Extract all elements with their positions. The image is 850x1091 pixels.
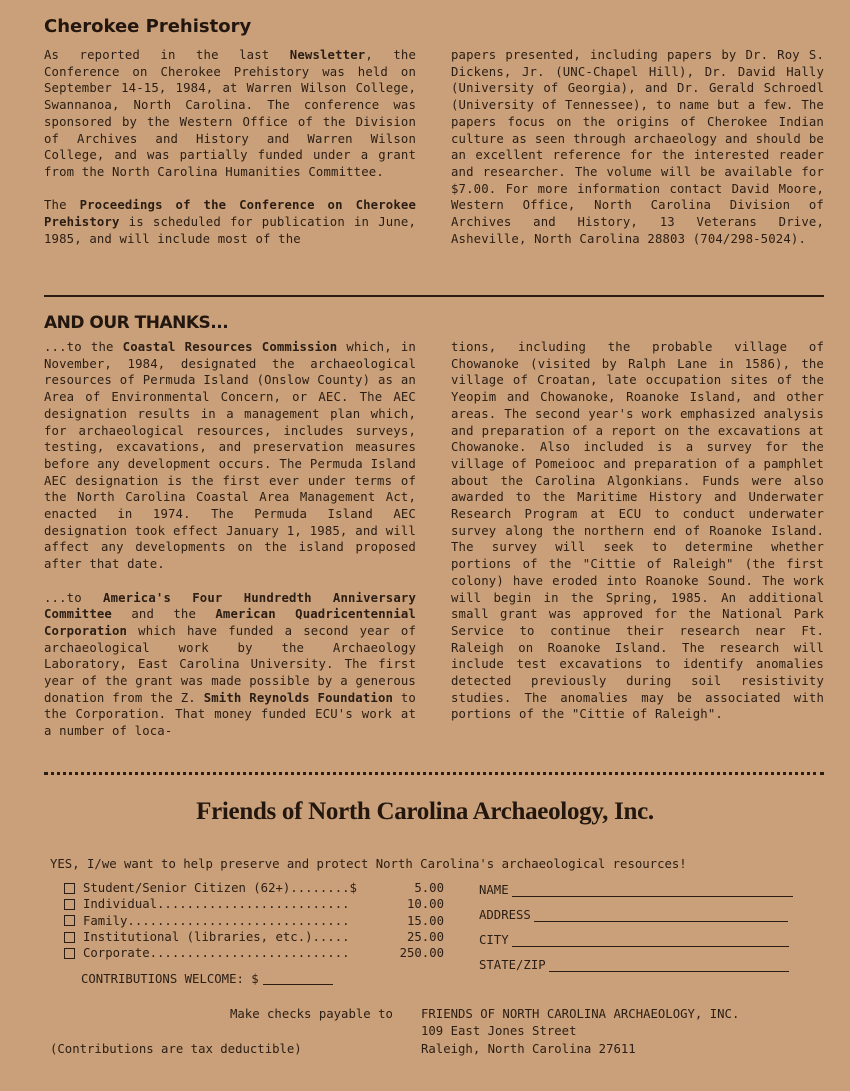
text-run: to the Corporation. That money funded ECU's work at a number of loca- bbox=[44, 690, 416, 739]
option-student[interactable] bbox=[64, 880, 444, 896]
option-amount: 250.00 bbox=[399, 946, 444, 961]
section-divider bbox=[44, 295, 824, 297]
option-label: Individual.......................... bbox=[83, 897, 350, 912]
option-institutional[interactable] bbox=[64, 929, 444, 945]
checkbox[interactable] bbox=[64, 932, 75, 943]
option-family[interactable] bbox=[64, 913, 444, 929]
thanks-paragraph-3: tions, including the probable village of Chowanoke (visited by Ralph Lane in 1586), the village of Croatan, late occupation sites of the Yeopim and Chowanoke, Roanoke Island, and other areas. The second year's work emphasized analysis and preparation of a report on the excavations at Chowanoke. Also included is a survey for the village of Pomeiooc and preparation of a pamphlet about the Carolina Algonkians. Funds were also awarded to the Maritime History and Underwater Research Program at ECU to conduct underwater survey along the northern end of Roanoke Island. The survey will seek to determine whether portions of the "Cittie of Raleigh" (the first colony) have eroded into Roanoke Sound. The work will begin in the Spring, 1985. An additional small grant was approved for the National Park Service to continue their research near Ft. Raleigh on Roanoke Island. The research will include test excavations to identify anomalies detected previously during soil resistivity studies. The anomalies may be associated with portions of the "Cittie of Raleigh". bbox=[451, 340, 824, 722]
cherokee-right-column bbox=[451, 47, 824, 247]
text-run: As reported in the last bbox=[44, 48, 290, 62]
option-amount: 5.00 bbox=[414, 881, 444, 896]
friends-title: Friends of North Carolina Archaeology, Inc. bbox=[196, 798, 654, 825]
cherokee-paragraph-2 bbox=[44, 197, 416, 247]
payable-label: Make checks payable to bbox=[230, 1007, 393, 1021]
text-run: The bbox=[44, 198, 80, 213]
text-run: which have funded a second year of archaeological work by the Archaeology Laboratory, East Carolina University. The first year of the grant was made possible by a generous donation from the Z. bbox=[44, 623, 416, 705]
thanks-paragraph-1 bbox=[44, 339, 416, 573]
commission-emphasis: Coastal Resources Commission bbox=[122, 340, 338, 354]
text-run: ...to the bbox=[44, 340, 123, 354]
foundation-emphasis: Smith Reynolds Foundation bbox=[203, 690, 394, 705]
contributions-blank[interactable] bbox=[263, 984, 333, 985]
name-field[interactable] bbox=[479, 883, 793, 897]
thanks-title: AND OUR THANKS... bbox=[44, 313, 229, 333]
option-amount: 15.00 bbox=[406, 913, 444, 928]
thanks-right-column bbox=[451, 339, 824, 723]
payable-name: FRIENDS OF NORTH CAROLINA ARCHAEOLOGY, INC. bbox=[421, 1007, 740, 1021]
option-label: Institutional (libraries, etc.)..... bbox=[83, 930, 350, 945]
membership-options bbox=[64, 880, 444, 961]
field-label: STATE/ZIP bbox=[479, 958, 546, 972]
membership-intro: YES, I/we want to help preserve and protect North Carolina's archaeological resources! bbox=[50, 857, 687, 871]
address-field[interactable] bbox=[479, 908, 788, 922]
field-label: ADDRESS bbox=[479, 908, 531, 922]
thanks-left-column bbox=[44, 339, 416, 740]
option-label: Student/Senior Citizen (62+)........$ bbox=[83, 881, 357, 896]
proceedings-emphasis: Proceedings of the Conference on Cherokee Prehistory bbox=[44, 198, 416, 230]
tax-note: (Contributions are tax deductible) bbox=[50, 1042, 302, 1056]
text-run: , the Conference on Cherokee Prehistory was held on September 14-15, 1984, at Warren Wilson College, Swannanoa, North Carolina. The conference was sponsored by the Western Office of the Division of Archives and History and Warren Wilson College, and was partially funded under a grant from the North Carolina Humanities Committee. bbox=[44, 48, 416, 179]
corporation-emphasis: American Quadricentennial Corporation bbox=[44, 607, 416, 638]
text-run: ...to bbox=[44, 590, 104, 605]
newsletter-emphasis: Newsletter bbox=[289, 48, 366, 62]
option-amount: 10.00 bbox=[406, 897, 444, 912]
city-blank[interactable] bbox=[512, 934, 789, 947]
checkbox[interactable] bbox=[64, 915, 75, 926]
cherokee-paragraph-1 bbox=[44, 47, 416, 181]
option-amount: 25.00 bbox=[406, 930, 444, 945]
checkbox[interactable] bbox=[64, 899, 75, 910]
text-run: which, in November, 1984, designated the archaeological resources of Permuda Island (Onslow County) as an Area of Environmental Concern, or AEC. The AEC designation results in a management plan which, for archaeological resources, includes surveys, testing, excavations, and preservation measures before any development occurs. The Permuda Island AEC designation is the first ever under terms of the North Carolina Coastal Area Management Act, enacted in 1974. The Permuda Island AEC designation took effect January 1, 1985, and will affect any developments on the island proposed after that date. bbox=[44, 340, 416, 572]
thanks-paragraph-2 bbox=[44, 590, 416, 740]
cherokee-left-column bbox=[44, 47, 416, 247]
field-label: CITY bbox=[479, 933, 509, 947]
option-label: Corporate........................... bbox=[83, 946, 350, 961]
field-label: NAME bbox=[479, 883, 509, 897]
cherokee-title: Cherokee Prehistory bbox=[44, 16, 252, 37]
name-blank[interactable] bbox=[512, 884, 793, 897]
city-field[interactable] bbox=[479, 933, 789, 947]
text-run: is scheduled for publication in June, 1985, and will include most of the bbox=[44, 215, 416, 246]
address-blank[interactable] bbox=[534, 909, 788, 922]
state-zip-blank[interactable] bbox=[549, 959, 789, 972]
option-individual[interactable] bbox=[64, 896, 444, 912]
checkbox[interactable] bbox=[64, 948, 75, 959]
city-address: Raleigh, North Carolina 27611 bbox=[421, 1042, 636, 1056]
committee-emphasis: America's Four Hundredth Anniversary Committee bbox=[44, 590, 416, 622]
street-address: 109 East Jones Street bbox=[421, 1024, 577, 1038]
text-run: and the bbox=[111, 607, 216, 622]
checkbox[interactable] bbox=[64, 883, 75, 894]
option-label: Family.............................. bbox=[83, 913, 350, 928]
state-zip-field[interactable] bbox=[479, 958, 789, 972]
cherokee-paragraph-3: papers presented, including papers by Dr. Roy S. Dickens, Jr. (UNC-Chapel Hill), Dr. David Hally (University of Georgia), and Dr. Gerald Schroedl (University of Tennessee), to name but a few. The papers focus on the origins of Cherokee Indian culture as seen through archaeology and should be an excellent reference for the interested reader and researcher. The volume will be available for $7.00. For more information contact David Moore, Western Office, North Carolina Division of Archives and History, 13 Veterans Drive, Asheville, North Carolina 28803 (704/298-5024). bbox=[451, 48, 824, 246]
contributions-label: CONTRIBUTIONS WELCOME: $ bbox=[81, 972, 259, 986]
contributions-field[interactable] bbox=[81, 972, 333, 986]
dotted-divider bbox=[44, 772, 824, 775]
option-corporate[interactable] bbox=[64, 945, 444, 961]
